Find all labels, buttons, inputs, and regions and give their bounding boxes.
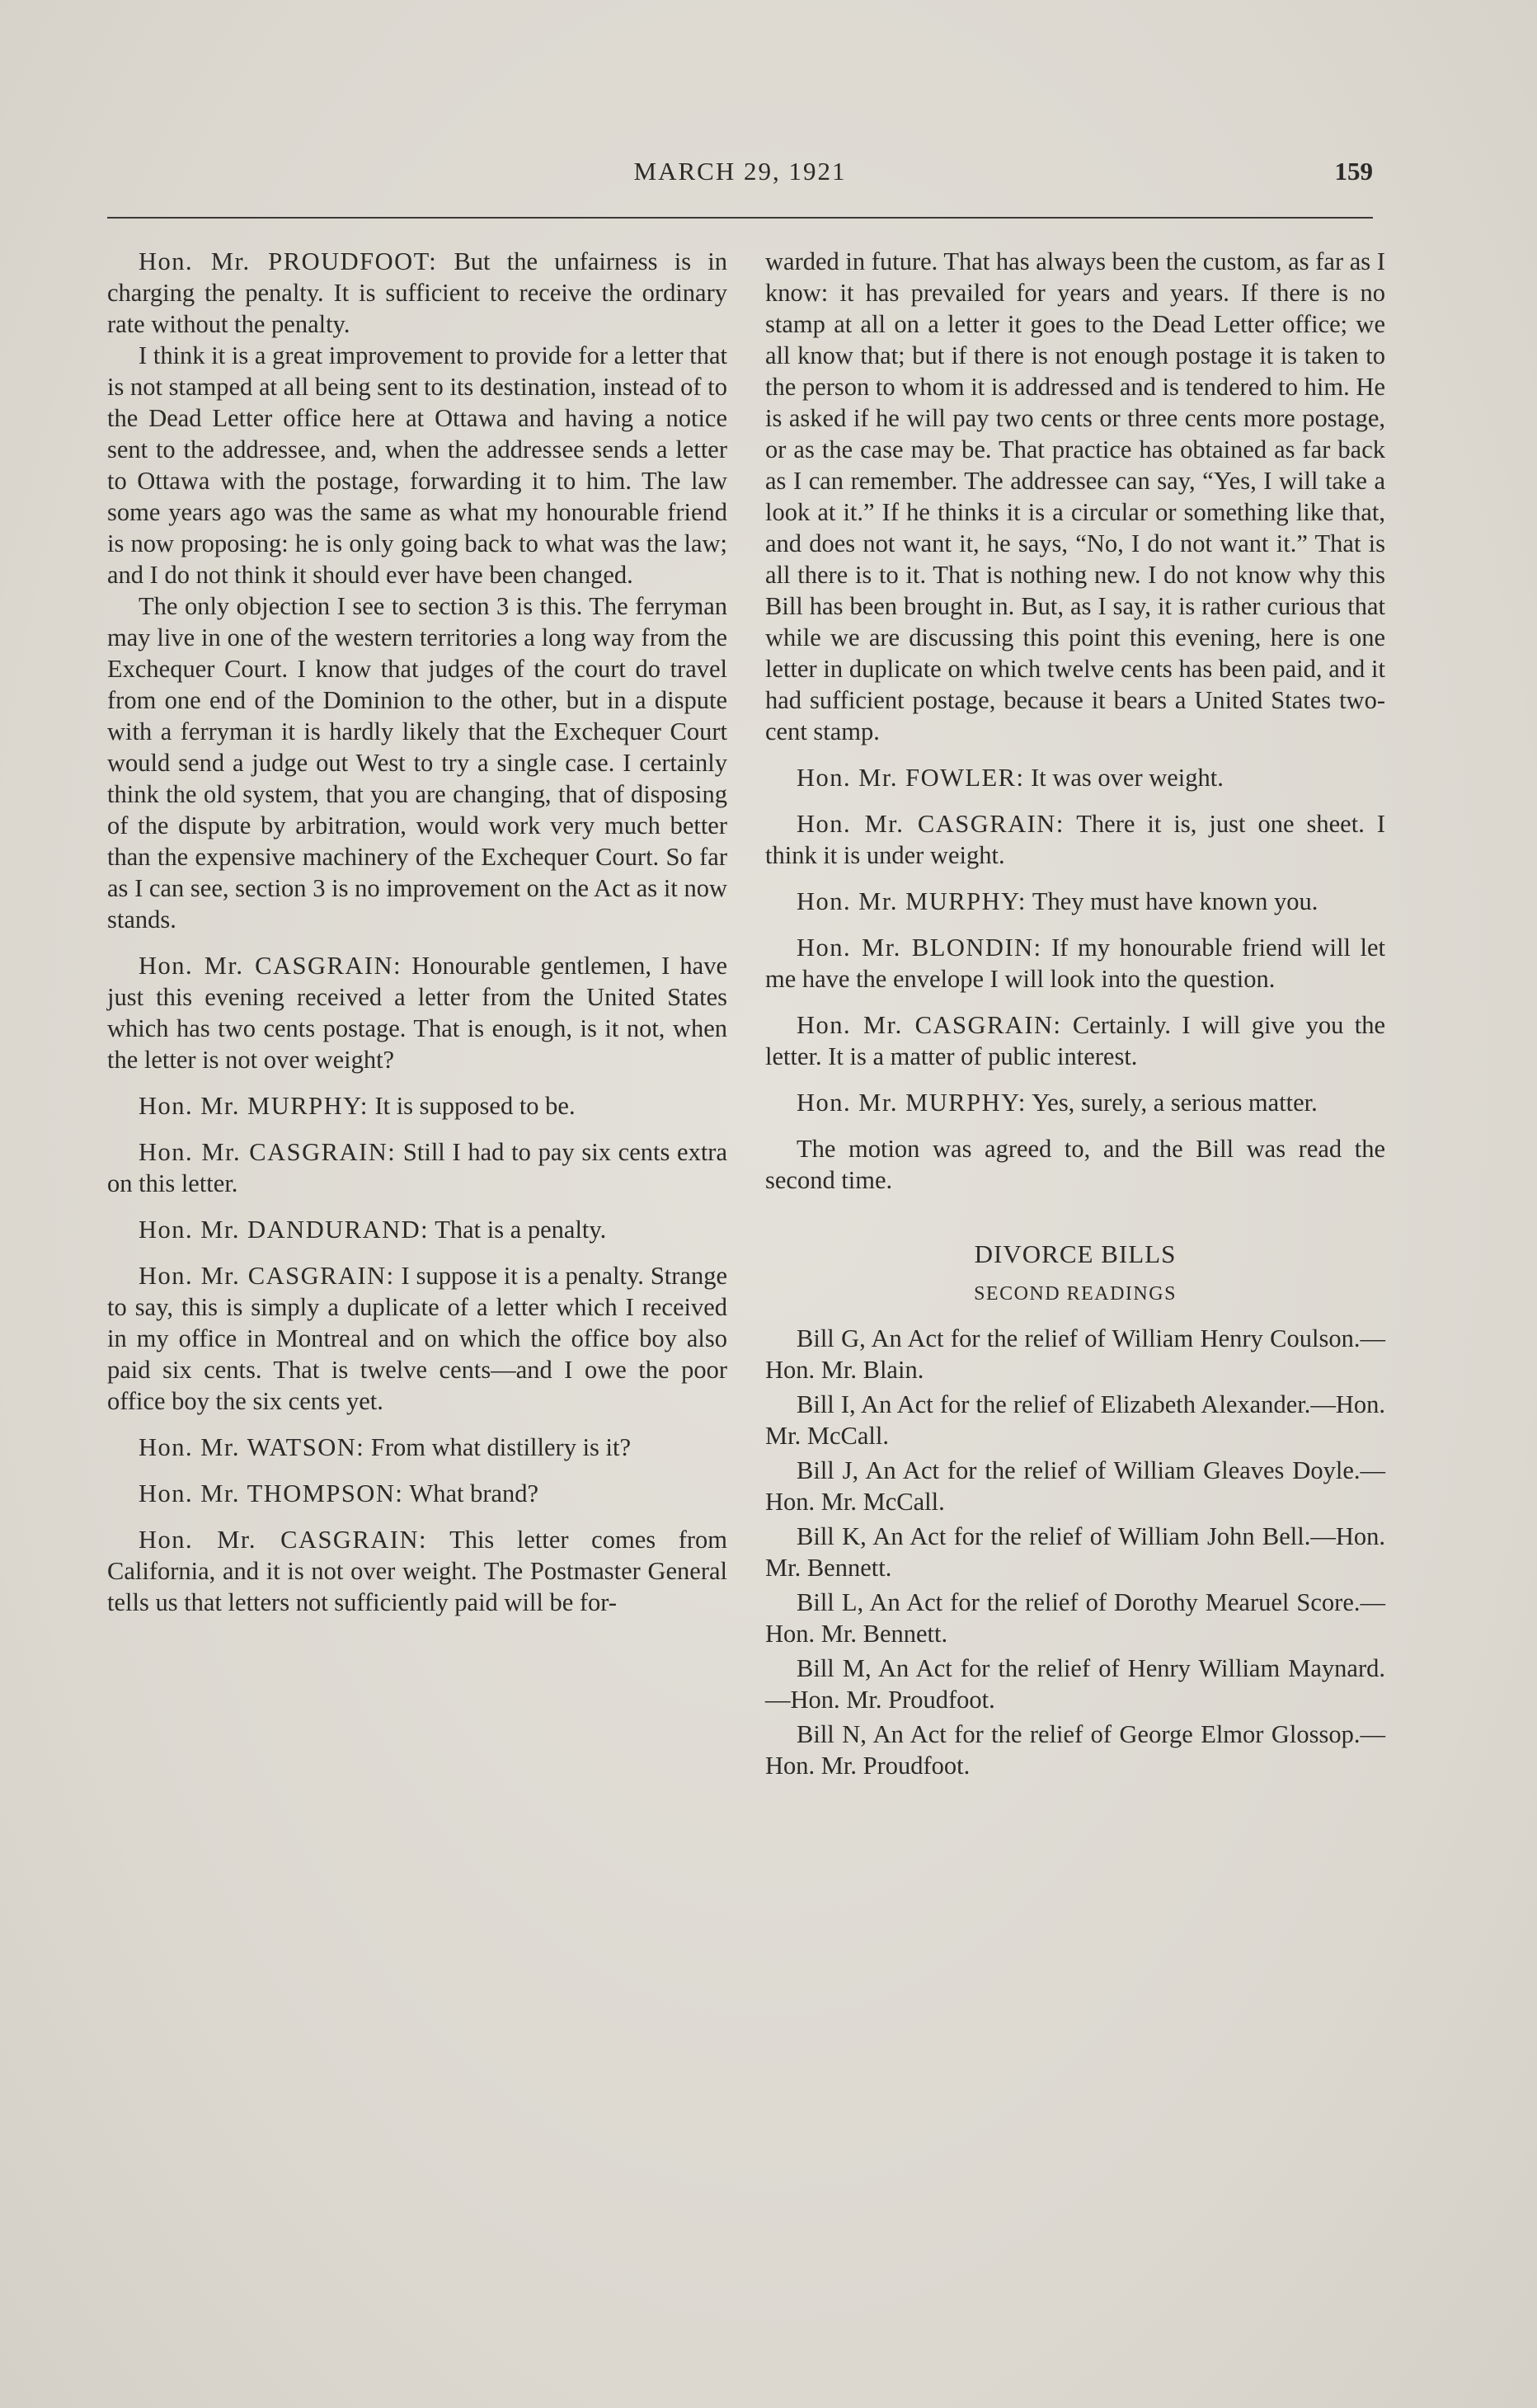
speaker-name: Hon. Mr. BLONDIN:: [797, 934, 1042, 962]
paragraph: [107, 1260, 727, 1417]
bill-entry: Bill M, An Act for the relief of Henry William Maynard.—Hon. Mr. Proudfoot.: [765, 1654, 1385, 1714]
paragraph: [765, 1009, 1385, 1072]
speaker-name: Hon. Mr. THOMPSON:: [139, 1479, 404, 1507]
paragraph: The motion was agreed to, and the Bill was read the second time.: [765, 1135, 1385, 1194]
page-header: [107, 157, 1373, 198]
speech-text: This letter comes from California, and it is not over weight. The Postmaster General tells us that letters not sufficiently paid will be for-: [107, 1526, 727, 1616]
speech-text: It is supposed to be.: [368, 1092, 576, 1120]
bill-entry: Bill G, An Act for the relief of William Henry Coulson.—Hon. Mr. Blain.: [765, 1324, 1385, 1384]
paragraph: [107, 1478, 727, 1509]
speaker-name: Hon. Mr. CASGRAIN:: [139, 1262, 395, 1290]
speech-text: That is a penalty.: [429, 1216, 607, 1244]
paragraph: The only objection I see to section 3 is this. The ferryman may live in one of the western territories a long way from the Exchequer Court. I know that judges of the court do travel from one end of the Dominion to the other, but in a dispute with a ferryman it is hardly likely that the Exchequer Court would send a judge out West to try a single case. I certainly think the old system, that you are changing, that of disposing of the dispute by arbitration, would work very much better than the expensive machinery of the Exchequer Court. So far as I can see, section 3 is no improvement on the Act as it now stands.: [107, 592, 727, 934]
speech-text: Yes, surely, a serious matter.: [1026, 1089, 1318, 1117]
paragraph: [765, 932, 1385, 995]
paragraph: [107, 1136, 727, 1199]
speech-text: What brand?: [403, 1479, 539, 1507]
speech-text: There it is, just one sheet. I think it is under weight.: [765, 810, 1386, 869]
page-title: MARCH 29, 1921: [633, 157, 847, 186]
paragraph: warded in future. That has always been the custom, as far as I know: it has prevailed for years and years. If there is no stamp at all on a letter it goes to the Dead Letter office; we all know that; but if there is not enough postage it is taken to the person to whom it is addressed and is tendered to him. He is asked if he will pay two cents or three cents more postage, or as the case may be. That practice has obtained as far back as I can remember. The addressee can say, “Yes, I will take a look at it.” If he thinks it is a circular or something like that, and does not want it, he says, “No, I do not want it.” That is all there is to it. That is nothing new. I do not know why this Bill has been brought in. But, as I say, it is rather curious that while we are discussing this point this evening, here is one letter in duplicate on which twelve cents has been paid, and it had sufficient postage, because it bears a United States two-cent stamp.: [765, 247, 1385, 745]
paragraph: [107, 1524, 727, 1618]
paragraph: I think it is a great improvement to provide for a letter that is not stamped at all being sent to its destination, instead of to the Dead Letter office here at Ottawa and having a notice sent to the addressee, and, when the addressee sends a letter to Ottawa with the postage, forwarding it to him. The law some years ago was the same as what my honourable friend is now proposing: he is only going back to what was the law; and I do not think it should ever have been changed.: [107, 341, 727, 589]
paragraph: [765, 762, 1385, 793]
paragraph: [107, 1432, 727, 1463]
speaker-name: Hon. Mr. DANDURAND:: [139, 1216, 430, 1244]
speech-text: But the unfairness is in charging the penalty. It is sufficient to receive the ordinary rate without the penalty.: [107, 247, 728, 338]
speech-text: It was over weight.: [1024, 764, 1224, 792]
speech-text: Still I had to pay six cents extra on this letter.: [107, 1138, 727, 1197]
speaker-name: Hon. Mr. CASGRAIN:: [797, 810, 1065, 838]
speaker-name: Hon. Mr. MURPHY:: [797, 1089, 1027, 1117]
left-column: [107, 246, 727, 1618]
speech-text: If my honourable friend will let me have the envelope I will look into the question.: [765, 934, 1385, 993]
paragraph: [765, 808, 1385, 871]
paragraph: [107, 950, 727, 1075]
bill-entry: Bill L, An Act for the relief of Dorothy Mearuel Score.—Hon. Mr. Bennett.: [765, 1588, 1385, 1648]
paragraph: [765, 886, 1385, 917]
speaker-name: Hon. Mr. MURPHY:: [797, 887, 1027, 915]
bill-entry: Bill N, An Act for the relief of George Elmor Glossop.—Hon. Mr. Proudfoot.: [765, 1720, 1385, 1780]
speaker-name: Hon. Mr. FOWLER:: [797, 764, 1025, 792]
speech-text: I suppose it is a penalty. Strange to say, this is simply a duplicate of a letter which I received in my office in Montreal and on which the office boy also paid six cents. That is twelve cents—and I owe the poor office boy the six cents yet.: [107, 1262, 727, 1415]
header-rule: [107, 217, 1373, 219]
paragraph: [107, 246, 727, 340]
speech-text: Certainly. I will give you the letter. It is a matter of public interest.: [765, 1011, 1385, 1070]
speech-text: From what distillery is it?: [364, 1433, 632, 1461]
speaker-name: Hon. Mr. CASGRAIN:: [139, 1138, 397, 1166]
paragraph: [107, 1214, 727, 1245]
bill-entry: Bill J, An Act for the relief of William Gleaves Doyle.—Hon. Mr. McCall.: [765, 1456, 1385, 1516]
paragraph: [107, 1090, 727, 1122]
bill-entry: Bill I, An Act for the relief of Elizabeth Alexander.—Hon. Mr. McCall.: [765, 1390, 1385, 1450]
page-number: 159: [1334, 157, 1373, 186]
right-column: [765, 246, 1385, 1781]
speaker-name: Hon. Mr. CASGRAIN:: [139, 1526, 427, 1554]
speaker-name: Hon. Mr. CASGRAIN:: [139, 952, 402, 980]
section-subheading: SECOND READINGS: [974, 1283, 1177, 1305]
section-heading: DIVORCE BILLS: [974, 1239, 1177, 1268]
bill-entry: Bill K, An Act for the relief of William John Bell.—Hon. Mr. Bennett.: [765, 1522, 1385, 1582]
speaker-name: Hon. Mr. PROUDFOOT:: [139, 247, 438, 275]
paragraph: [765, 1087, 1385, 1118]
speech-text: Honourable gentlemen, I have just this evening received a letter from the United States which has two cents postage. That is enough, is it not, when the letter is not over weight?: [107, 952, 727, 1074]
speaker-name: Hon. Mr. MURPHY:: [139, 1092, 369, 1120]
speech-text: They must have known you.: [1026, 887, 1318, 915]
speaker-name: Hon. Mr. CASGRAIN:: [797, 1011, 1062, 1039]
speaker-name: Hon. Mr. WATSON:: [139, 1433, 365, 1461]
